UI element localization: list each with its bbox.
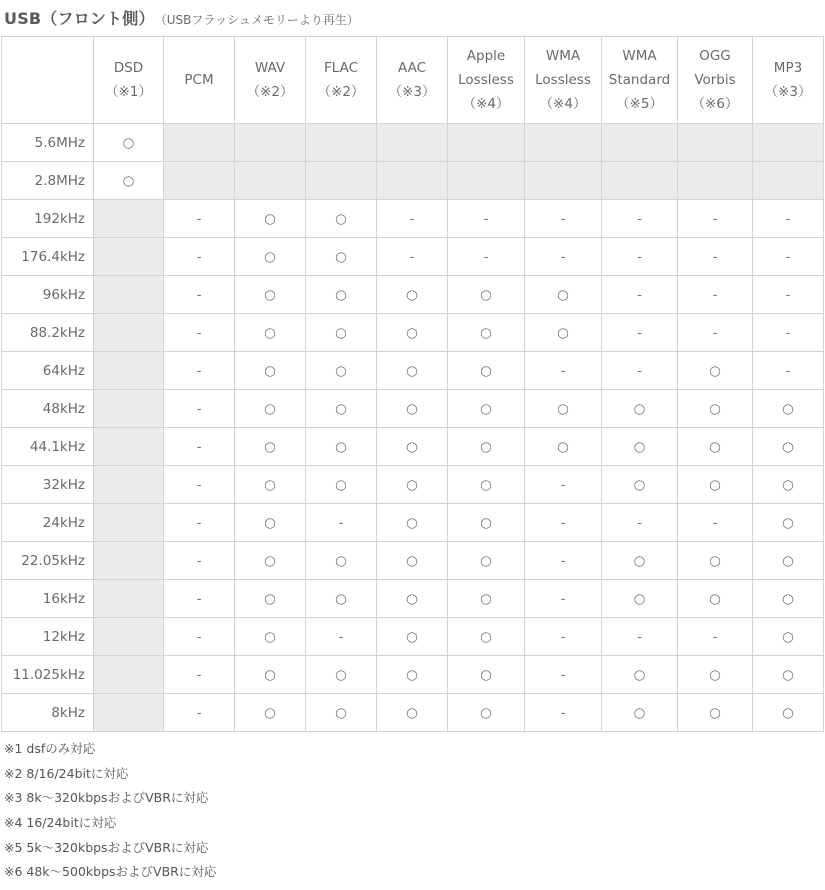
- supported-mark: ○: [235, 276, 306, 314]
- supported-mark: ○: [525, 428, 602, 466]
- supported-mark: ○: [377, 466, 448, 504]
- sample-rate-label: 176.4kHz: [2, 238, 94, 276]
- unsupported-cell: [525, 124, 602, 162]
- not-supported-mark: -: [753, 238, 824, 276]
- unsupported-cell: [94, 618, 164, 656]
- unsupported-cell: [94, 694, 164, 732]
- column-header-line: Lossless: [458, 72, 514, 88]
- not-supported-mark: -: [678, 504, 753, 542]
- supported-mark: ○: [235, 618, 306, 656]
- supported-mark: ○: [753, 580, 824, 618]
- not-supported-mark: -: [164, 238, 235, 276]
- sample-rate-label: 24kHz: [2, 504, 94, 542]
- not-supported-mark: -: [164, 656, 235, 694]
- column-header-line: （※4）: [462, 96, 510, 112]
- supported-mark: ○: [448, 276, 525, 314]
- supported-mark: ○: [448, 580, 525, 618]
- column-header-line: （※3）: [388, 84, 436, 100]
- footnote-item: ※2 8/16/24bitに対応: [4, 765, 129, 781]
- not-supported-mark: -: [164, 694, 235, 732]
- table-row: [2, 314, 824, 352]
- unsupported-cell: [94, 352, 164, 390]
- supported-mark: ○: [753, 428, 824, 466]
- not-supported-mark: -: [678, 238, 753, 276]
- not-supported-mark: -: [753, 276, 824, 314]
- supported-mark: ○: [235, 694, 306, 732]
- sample-rate-label: 5.6MHz: [2, 124, 94, 162]
- supported-mark: ○: [306, 694, 377, 732]
- unsupported-cell: [448, 162, 525, 200]
- title-sub: （USBフラッシュメモリーより再生）: [160, 13, 359, 27]
- not-supported-mark: -: [525, 580, 602, 618]
- unsupported-cell: [525, 162, 602, 200]
- sample-rate-label: 32kHz: [2, 466, 94, 504]
- not-supported-mark: -: [377, 238, 448, 276]
- not-supported-mark: -: [525, 466, 602, 504]
- supported-mark: ○: [678, 542, 753, 580]
- sample-rate-label: 192kHz: [2, 200, 94, 238]
- supported-mark: ○: [306, 352, 377, 390]
- supported-mark: ○: [306, 390, 377, 428]
- not-supported-mark: -: [525, 504, 602, 542]
- supported-mark: ○: [753, 542, 824, 580]
- unsupported-cell: [602, 162, 678, 200]
- supported-mark: ○: [525, 314, 602, 352]
- supported-mark: ○: [306, 580, 377, 618]
- table-row: [2, 466, 824, 504]
- supported-mark: ○: [525, 390, 602, 428]
- supported-mark: ○: [525, 276, 602, 314]
- column-header-pcm: [164, 37, 235, 124]
- column-header-line: WMA: [622, 48, 657, 64]
- sample-rate-label: 2.8MHz: [2, 162, 94, 200]
- table-row: [2, 656, 824, 694]
- not-supported-mark: -: [448, 238, 525, 276]
- column-header-wma_standard: [602, 37, 678, 124]
- column-header-line: WAV: [254, 60, 286, 76]
- unsupported-cell: [235, 124, 306, 162]
- unsupported-cell: [235, 162, 306, 200]
- not-supported-mark: -: [164, 200, 235, 238]
- unsupported-cell: [377, 162, 448, 200]
- column-header-line: MP3: [773, 60, 803, 76]
- not-supported-mark: -: [164, 314, 235, 352]
- column-header-flac: [306, 37, 377, 124]
- column-header-line: Vorbis: [694, 72, 736, 88]
- supported-mark: ○: [602, 466, 678, 504]
- supported-mark: ○: [753, 694, 824, 732]
- column-header-mp3: [753, 37, 824, 124]
- unsupported-cell: [94, 656, 164, 694]
- supported-mark: ○: [94, 162, 164, 200]
- supported-mark: ○: [448, 618, 525, 656]
- supported-mark: ○: [602, 390, 678, 428]
- supported-mark: ○: [235, 542, 306, 580]
- supported-mark: ○: [94, 124, 164, 162]
- not-supported-mark: -: [164, 276, 235, 314]
- not-supported-mark: -: [602, 276, 678, 314]
- supported-mark: ○: [753, 466, 824, 504]
- footnotes: [4, 737, 216, 885]
- supported-mark: ○: [753, 390, 824, 428]
- supported-mark: ○: [602, 656, 678, 694]
- unsupported-cell: [306, 162, 377, 200]
- supported-mark: ○: [448, 656, 525, 694]
- column-header-line: Standard: [608, 72, 671, 88]
- unsupported-cell: [753, 124, 824, 162]
- column-header-line: Apple: [466, 48, 506, 64]
- supported-mark: ○: [306, 656, 377, 694]
- not-supported-mark: -: [753, 200, 824, 238]
- supported-mark: ○: [753, 656, 824, 694]
- supported-mark: ○: [235, 314, 306, 352]
- supported-mark: ○: [306, 276, 377, 314]
- sample-rate-label: 22.05kHz: [2, 542, 94, 580]
- supported-mark: ○: [235, 580, 306, 618]
- sample-rate-label: 48kHz: [2, 390, 94, 428]
- table-header-row: [2, 37, 824, 124]
- column-header-line: WMA: [545, 48, 581, 64]
- unsupported-cell: [94, 580, 164, 618]
- column-header-line: （※3）: [764, 84, 812, 100]
- not-supported-mark: -: [602, 352, 678, 390]
- table-body: [2, 124, 824, 732]
- header-corner: [2, 37, 94, 124]
- unsupported-cell: [164, 124, 235, 162]
- column-header-ogg_vorbis: [678, 37, 753, 124]
- not-supported-mark: -: [525, 238, 602, 276]
- supported-mark: ○: [753, 504, 824, 542]
- sample-rate-label: 44.1kHz: [2, 428, 94, 466]
- not-supported-mark: -: [602, 200, 678, 238]
- unsupported-cell: [377, 124, 448, 162]
- column-header-line: FLAC: [323, 60, 359, 76]
- not-supported-mark: -: [525, 200, 602, 238]
- not-supported-mark: -: [753, 352, 824, 390]
- not-supported-mark: -: [164, 428, 235, 466]
- not-supported-mark: -: [678, 200, 753, 238]
- sample-rate-label: 88.2kHz: [2, 314, 94, 352]
- supported-mark: ○: [678, 390, 753, 428]
- table-row: [2, 428, 824, 466]
- column-header-wma_lossless: [525, 37, 602, 124]
- column-header-line: （※5）: [616, 96, 663, 112]
- table-row: [2, 238, 824, 276]
- supported-mark: ○: [377, 314, 448, 352]
- not-supported-mark: -: [164, 466, 235, 504]
- column-header-apple_lossless: [448, 37, 525, 124]
- footnote-item: ※3 8k〜320kbpsおよびVBRに対応: [4, 790, 209, 806]
- unsupported-cell: [94, 466, 164, 504]
- supported-mark: ○: [377, 428, 448, 466]
- supported-mark: ○: [377, 656, 448, 694]
- not-supported-mark: -: [525, 618, 602, 656]
- column-header-wav: [235, 37, 306, 124]
- not-supported-mark: -: [164, 580, 235, 618]
- table-row: [2, 200, 824, 238]
- supported-mark: ○: [377, 580, 448, 618]
- not-supported-mark: -: [525, 542, 602, 580]
- supported-mark: ○: [377, 352, 448, 390]
- supported-mark: ○: [377, 542, 448, 580]
- supported-mark: ○: [448, 542, 525, 580]
- not-supported-mark: -: [164, 352, 235, 390]
- table-row: [2, 276, 824, 314]
- sample-rate-label: 64kHz: [2, 352, 94, 390]
- supported-mark: ○: [448, 390, 525, 428]
- supported-mark: ○: [602, 580, 678, 618]
- supported-mark: ○: [678, 466, 753, 504]
- table-row: [2, 580, 824, 618]
- unsupported-cell: [94, 200, 164, 238]
- column-header-line: （※4）: [539, 96, 587, 112]
- column-header-line: PCM: [184, 72, 214, 88]
- table-row: [2, 124, 824, 162]
- unsupported-cell: [94, 390, 164, 428]
- supported-mark: ○: [678, 428, 753, 466]
- supported-mark: ○: [377, 504, 448, 542]
- supported-mark: ○: [306, 466, 377, 504]
- supported-mark: ○: [602, 542, 678, 580]
- sample-rate-label: 12kHz: [2, 618, 94, 656]
- supported-mark: ○: [602, 428, 678, 466]
- sample-rate-label: 96kHz: [2, 276, 94, 314]
- column-header-aac: [377, 37, 448, 124]
- supported-mark: ○: [448, 314, 525, 352]
- not-supported-mark: -: [164, 390, 235, 428]
- not-supported-mark: -: [602, 618, 678, 656]
- not-supported-mark: -: [377, 200, 448, 238]
- not-supported-mark: -: [306, 618, 377, 656]
- page-title: [4, 6, 359, 29]
- not-supported-mark: -: [525, 352, 602, 390]
- sample-rate-label: 8kHz: [2, 694, 94, 732]
- unsupported-cell: [94, 542, 164, 580]
- supported-mark: ○: [306, 428, 377, 466]
- supported-mark: ○: [448, 428, 525, 466]
- not-supported-mark: -: [678, 276, 753, 314]
- format-support-table: [1, 36, 824, 732]
- column-header-dsd: [94, 37, 164, 124]
- unsupported-cell: [94, 314, 164, 352]
- footnote-item: ※1 dsfのみ対応: [4, 741, 96, 756]
- column-header-line: （※6）: [691, 96, 739, 112]
- supported-mark: ○: [448, 466, 525, 504]
- unsupported-cell: [678, 162, 753, 200]
- column-header-line: （※1）: [105, 84, 152, 100]
- supported-mark: ○: [235, 466, 306, 504]
- footnote-item: ※5 5k〜320kbpsおよびVBRに対応: [4, 839, 209, 855]
- supported-mark: ○: [306, 200, 377, 238]
- supported-mark: ○: [235, 238, 306, 276]
- supported-mark: ○: [448, 694, 525, 732]
- supported-mark: ○: [235, 200, 306, 238]
- column-header-line: Lossless: [535, 72, 591, 88]
- not-supported-mark: -: [678, 314, 753, 352]
- table-row: [2, 542, 824, 580]
- unsupported-cell: [94, 276, 164, 314]
- not-supported-mark: -: [525, 694, 602, 732]
- unsupported-cell: [602, 124, 678, 162]
- not-supported-mark: -: [678, 618, 753, 656]
- table-row: [2, 390, 824, 428]
- supported-mark: ○: [678, 656, 753, 694]
- supported-mark: ○: [306, 542, 377, 580]
- footnote-item: ※6 48k〜500kbpsおよびVBRに対応: [4, 864, 217, 880]
- unsupported-cell: [164, 162, 235, 200]
- supported-mark: ○: [602, 694, 678, 732]
- unsupported-cell: [678, 124, 753, 162]
- unsupported-cell: [94, 504, 164, 542]
- not-supported-mark: -: [306, 504, 377, 542]
- supported-mark: ○: [235, 428, 306, 466]
- not-supported-mark: -: [164, 618, 235, 656]
- not-supported-mark: -: [753, 314, 824, 352]
- supported-mark: ○: [753, 618, 824, 656]
- table-row: [2, 618, 824, 656]
- supported-mark: ○: [377, 276, 448, 314]
- column-header-line: DSD: [113, 60, 144, 76]
- supported-mark: ○: [377, 694, 448, 732]
- table-row: [2, 504, 824, 542]
- table-row: [2, 694, 824, 732]
- supported-mark: ○: [235, 656, 306, 694]
- unsupported-cell: [94, 238, 164, 276]
- supported-mark: ○: [377, 618, 448, 656]
- unsupported-cell: [306, 124, 377, 162]
- supported-mark: ○: [448, 504, 525, 542]
- not-supported-mark: -: [602, 504, 678, 542]
- not-supported-mark: -: [525, 656, 602, 694]
- supported-mark: ○: [235, 504, 306, 542]
- supported-mark: ○: [678, 694, 753, 732]
- supported-mark: ○: [235, 352, 306, 390]
- column-header-line: （※2）: [317, 84, 365, 100]
- not-supported-mark: -: [602, 238, 678, 276]
- unsupported-cell: [753, 162, 824, 200]
- supported-mark: ○: [678, 352, 753, 390]
- footnote-item: ※4 16/24bitに対応: [4, 815, 117, 831]
- sample-rate-label: 16kHz: [2, 580, 94, 618]
- supported-mark: ○: [306, 238, 377, 276]
- supported-mark: ○: [678, 580, 753, 618]
- supported-mark: ○: [306, 314, 377, 352]
- column-header-line: AAC: [397, 60, 427, 76]
- column-header-line: （※2）: [246, 84, 294, 100]
- not-supported-mark: -: [448, 200, 525, 238]
- supported-mark: ○: [235, 390, 306, 428]
- column-header-line: OGG: [699, 48, 731, 64]
- not-supported-mark: -: [164, 542, 235, 580]
- not-supported-mark: -: [164, 504, 235, 542]
- unsupported-cell: [94, 428, 164, 466]
- table-row: [2, 162, 824, 200]
- table-row: [2, 352, 824, 390]
- sample-rate-label: 11.025kHz: [2, 656, 94, 694]
- title-main: USB（フロント側）: [4, 9, 155, 28]
- not-supported-mark: -: [602, 314, 678, 352]
- supported-mark: ○: [448, 352, 525, 390]
- supported-mark: ○: [377, 390, 448, 428]
- unsupported-cell: [448, 124, 525, 162]
